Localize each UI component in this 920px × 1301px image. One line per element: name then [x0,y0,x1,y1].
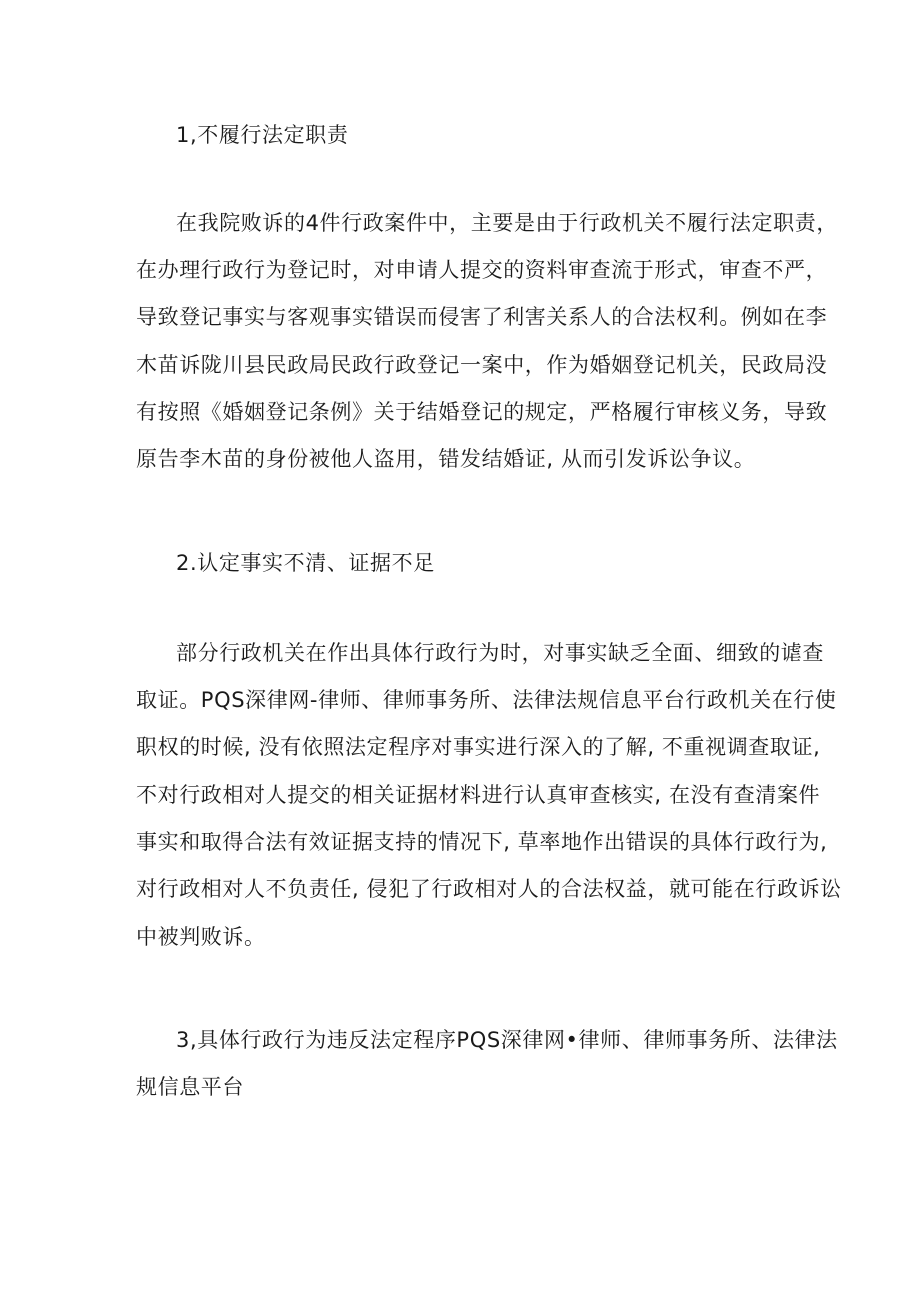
section-2-line-7: 中被判败诉。 [136,925,266,949]
section-2-line-2: 取证。PQS深律网-律师、律师事务所、法律法规信息平台行政机关在行使 [136,688,837,712]
section-1-line-2: 在办理行政行为登记时，对申请人提交的资料审查流于形式，审查不严， [136,258,828,282]
section-1-line-5: 有按照《婚姻登记条例》关于结婚登记的规定，严格履行审核义务，导致 [136,400,828,424]
section-1-heading: 1,不履行法定职责 [176,123,349,147]
section-1-line-4: 木苗诉陇川县民政局民政行政登记一案中，作为婚姻登记机关，民政局没 [136,353,828,377]
section-2-line-5: 事实和取得合法有效证据支持的情况下, 草率地作出错误的具体行政行为, [136,830,828,854]
section-2-line-6: 对行政相对人不负责任, 侵犯了行政相对人的合法权益，就可能在行政诉讼 [136,877,842,901]
section-1-line-6: 原告李木苗的身份被他人盗用，错发结婚证, 从而引发诉讼争议。 [136,447,756,471]
section-2-heading: 2.认定事实不清、证据不足 [176,551,435,575]
section-2-line-4: 不对行政相对人提交的相关证据材料进行认真审查核实, 在没有查清案件 [136,783,821,807]
section-1-line-1: 在我院败诉的4件行政案件中，主要是由于行政机关不履行法定职责， [176,211,838,235]
section-2-line-1: 部分行政机关在作出具体行政行为时，对事实缺乏全面、细致的谑查 [176,641,824,665]
section-1-line-3: 导致登记事实与客观事实错误而侵害了利害关系人的合法权利。例如在李 [136,305,828,329]
section-3-line-1: 3,具体行政行为违反法定程序PQS深律网•律师、律师事务所、法律法 [176,1028,838,1052]
section-2-line-3: 职权的时候, 没有依照法定程序对事实进行深入的了解, 不重视调查取证, [136,735,821,759]
section-3-line-2: 规信息平台 [136,1075,244,1099]
